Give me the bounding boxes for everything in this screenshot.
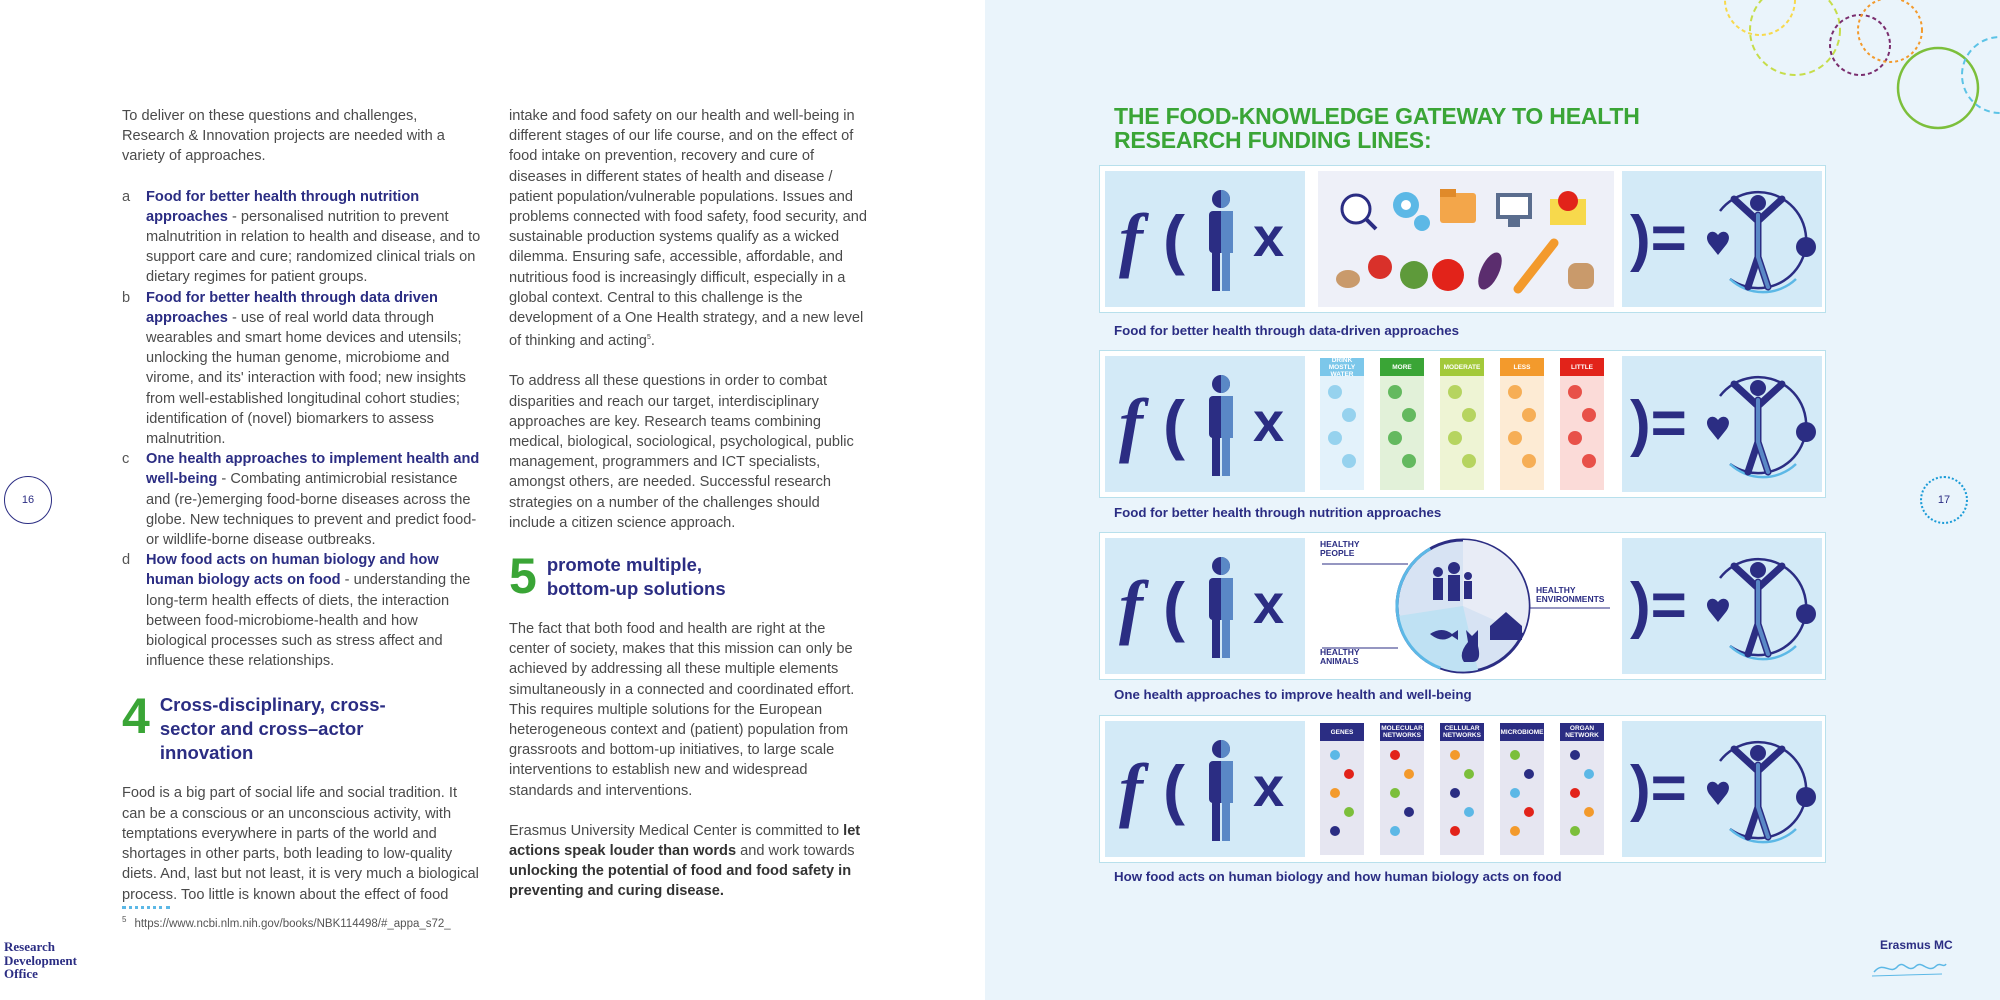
list-item: a Food for better health through nutrition approaches - personalised nutrition to prevent malnutrition in relation to health and disease, and to support care and cure; randomized clinical trials on dietary regimes for patient groups.	[122, 188, 481, 286]
biology-icon	[1330, 750, 1340, 760]
section-5-heading	[509, 547, 869, 604]
food-icon	[1568, 385, 1582, 399]
label-healthy-animals: HEALTHY ANIMALS	[1320, 647, 1360, 666]
biology-column	[1500, 723, 1544, 855]
food-icon	[1342, 454, 1356, 468]
nutrition-column-label: LESS	[1500, 358, 1544, 376]
biology-column	[1440, 723, 1484, 855]
biology-scale	[1318, 721, 1614, 857]
formula-left: f ( x	[1105, 171, 1305, 307]
healthy-person-icon	[1700, 548, 1818, 668]
biology-icon	[1584, 807, 1594, 817]
page-number-right: 17	[1920, 476, 1968, 524]
data-icons	[1318, 171, 1614, 307]
formula-right: )=	[1622, 721, 1822, 857]
biology-column-label: MICROBIOME	[1500, 723, 1544, 741]
section-title: promote multiple, bottom-up solutions	[546, 553, 726, 599]
page-title: THE FOOD-KNOWLEDGE GATEWAY TO HEALTH RESEARCH FUNDING LINES:	[1114, 103, 1640, 153]
nutrition-column	[1440, 358, 1484, 490]
caption-nutrition: Food for better health through nutrition approaches	[1114, 505, 1442, 520]
section-5-text: The fact that both food and health are right at the center of society, makes that this mission can only be achieved by addressing all these multiple elements simultaneously in a connected and coordinated effort. This requires multiple solutions for the European heterogeneous context and (patient) population from grassroots and bottom-up initiatives, to large scale interventions to establish new and widespread standards and interventions.	[509, 620, 855, 799]
biology-icon	[1404, 769, 1414, 779]
biology-icon	[1390, 788, 1400, 798]
one-health-diagram	[1318, 538, 1614, 674]
biology-icon	[1570, 750, 1580, 760]
intro-paragraph: To deliver on these questions and challenges, Research & Innovation projects are needed with a variety of approaches.	[122, 108, 445, 165]
footnote-divider	[122, 906, 170, 910]
erasmus-signature-logo	[1870, 952, 1950, 982]
col2-paragraph-2: To address all these questions in order to combat disparities and reach our target, interdisciplinary approaches are key. Research teams combining medical, biological, sociological, psychological, public management, programmers and ICT specialists, amongst others, are needed. Successful research strategies on a number of the challenges should include a citizen science approach.	[509, 373, 854, 531]
office-logo: Research Development Office	[4, 939, 77, 981]
nutrition-column	[1500, 358, 1544, 490]
biology-columns	[1318, 721, 1614, 857]
biology-column	[1560, 723, 1604, 855]
biology-icon	[1510, 750, 1520, 760]
person-icon	[1201, 739, 1241, 843]
biology-icon	[1584, 769, 1594, 779]
caption-data: Food for better health through data-driven approaches	[1114, 323, 1460, 338]
food-icon	[1448, 385, 1462, 399]
person-icon	[1201, 374, 1241, 478]
nutrition-columns	[1318, 356, 1614, 492]
food-icon	[1462, 408, 1476, 422]
approach-list	[122, 187, 482, 672]
biology-icon	[1330, 826, 1340, 836]
formula-panel-biology	[1099, 715, 1826, 863]
formula-panel-one-health	[1099, 532, 1826, 680]
erasmus-logo: Erasmus MC	[1880, 938, 1953, 952]
label-healthy-people: HEALTHY PEOPLE	[1320, 539, 1360, 558]
section-4-text: Food is a big part of social life and social tradition. It can be a conscious or an unconscious activity, with temptations everywhere in parts of the world and shortages in other parts, both leading to low-quality diets. And, last but not least, it is very much a biological process. Too little is known about the effect of food	[122, 785, 479, 903]
list-item: d How food acts on human biology and how human biology acts on food - understanding the long-term health effects of diets, the interaction between food-microbiome-health and how biological processes such as stress affect and influence these relationships.	[122, 552, 471, 670]
biology-column	[1380, 723, 1424, 855]
food-icon	[1522, 454, 1536, 468]
biology-column-label: CELLULAR NETWORKS	[1440, 723, 1484, 741]
formula-left: f ( x	[1105, 356, 1305, 492]
biology-icon	[1450, 826, 1460, 836]
food-icon	[1508, 431, 1522, 445]
label-healthy-environments: HEALTHY ENVIRONMENTS	[1536, 585, 1605, 604]
healthy-person-icon	[1700, 731, 1818, 851]
food-icon	[1328, 431, 1342, 445]
biology-icon	[1510, 788, 1520, 798]
caption-one-health: One health approaches to improve health and well-being	[1114, 687, 1472, 702]
person-icon	[1201, 189, 1241, 293]
food-icon	[1388, 385, 1402, 399]
healthy-person-icon	[1700, 181, 1818, 301]
nutrition-column	[1560, 358, 1604, 490]
page-number-left: 16	[4, 476, 52, 524]
data-food-icons	[1318, 171, 1614, 307]
list-item: c One health approaches to implement health and well-being - Combating antimicrobial resistance and (re-)emerging food-borne diseases across the globe. New techniques to prevent and predict food- or wildlife-borne disease outbreaks.	[122, 451, 480, 549]
food-icon	[1402, 454, 1416, 468]
formula-panel-data	[1099, 165, 1826, 313]
food-icon	[1522, 408, 1536, 422]
healthy-person-icon	[1700, 366, 1818, 486]
food-icon	[1328, 385, 1342, 399]
formula-right: )=	[1622, 171, 1822, 307]
biology-icon	[1510, 826, 1520, 836]
column-1	[122, 106, 482, 925]
formula-left: f ( x	[1105, 721, 1305, 857]
formula-left: f ( x	[1105, 538, 1305, 674]
column-2	[509, 106, 869, 922]
nutrition-scale	[1318, 356, 1614, 492]
food-icon	[1582, 408, 1596, 422]
food-icon	[1462, 454, 1476, 468]
person-icon	[1201, 556, 1241, 660]
biology-icon	[1450, 750, 1460, 760]
biology-icon	[1464, 769, 1474, 779]
biology-icon	[1464, 807, 1474, 817]
left-page	[0, 0, 985, 1000]
food-icon	[1508, 385, 1522, 399]
nutrition-column-label: DRINK MOSTLY WATER	[1320, 358, 1364, 376]
food-icon	[1582, 454, 1596, 468]
biology-icon	[1344, 769, 1354, 779]
nutrition-column-label: LITTLE	[1560, 358, 1604, 376]
section-number: 5	[509, 547, 537, 604]
biology-icon	[1330, 788, 1340, 798]
section-4-heading	[122, 688, 482, 765]
biology-icon	[1404, 807, 1414, 817]
biology-column-label: GENES	[1320, 723, 1364, 741]
biology-icon	[1524, 807, 1534, 817]
biology-column-label: MOLECULAR NETWORKS	[1381, 725, 1423, 739]
formula-right: )=	[1622, 538, 1822, 674]
biology-column	[1320, 723, 1364, 855]
biology-icon	[1450, 788, 1460, 798]
formula-right: )=	[1622, 356, 1822, 492]
list-item: b Food for better health through data driven approaches - use of real world data through wearables and smart home devices and utensils; unlocking the human genome, microbiome and virome, and its' interaction with food; new insights from well-established longitudinal cohort studies; identification of (novel) biomarkers to assess malnutrition.	[122, 289, 466, 448]
formula-panel-nutrition	[1099, 350, 1826, 498]
food-icon	[1388, 431, 1402, 445]
food-icon	[1402, 408, 1416, 422]
nutrition-column	[1380, 358, 1424, 490]
biology-icon	[1390, 750, 1400, 760]
nutrition-column-label: MORE	[1380, 358, 1424, 376]
biology-icon	[1570, 826, 1580, 836]
closing-paragraph: Erasmus University Medical Center is committed to let actions speak louder than words and work towards unlocking the potential of food and food safety in preventing and curing disease.	[509, 822, 861, 900]
biology-icon	[1390, 826, 1400, 836]
nutrition-column-label: MODERATE	[1440, 358, 1484, 376]
section-title: Cross-disciplinary, cross-sector and cross–actor innovation	[159, 694, 386, 764]
nutrition-column	[1320, 358, 1364, 490]
decorative-circles	[1690, 0, 2000, 140]
food-icon	[1448, 431, 1462, 445]
biology-icon	[1570, 788, 1580, 798]
biology-column-label: ORGAN NETWORK	[1560, 723, 1604, 741]
footnote-link[interactable]: https://www.ncbi.nlm.nih.gov/books/NBK114498/#_appa_s72_	[134, 917, 451, 930]
caption-biology: How food acts on human biology and how human biology acts on food	[1114, 869, 1562, 884]
section-number: 4	[122, 688, 150, 745]
biology-icon	[1344, 807, 1354, 817]
food-icon	[1568, 431, 1582, 445]
biology-icon	[1524, 769, 1534, 779]
food-icon	[1342, 408, 1356, 422]
footnote: $^5$ https://www.ncbi.nlm.nih.gov/books/NBK114498/#_appa_s72_	[122, 915, 451, 930]
col2-paragraph-1: intake and food safety on our health and well-being in different stages of our life course, and on the effect of food intake on prevention, recovery and cure of diseases in different states of health and disease / patient population/vulnerable populations. Issues and problems connected with food safety, food security, and sustainable production systems qualify as a wicked dilemma. Ensuring safe, accessible, affordable, and nutritious food is increasingly difficult, especially in a global context. Central to this challenge is the development of a One Health strategy, and a new level of thinking and acting$^5$.	[509, 108, 868, 350]
